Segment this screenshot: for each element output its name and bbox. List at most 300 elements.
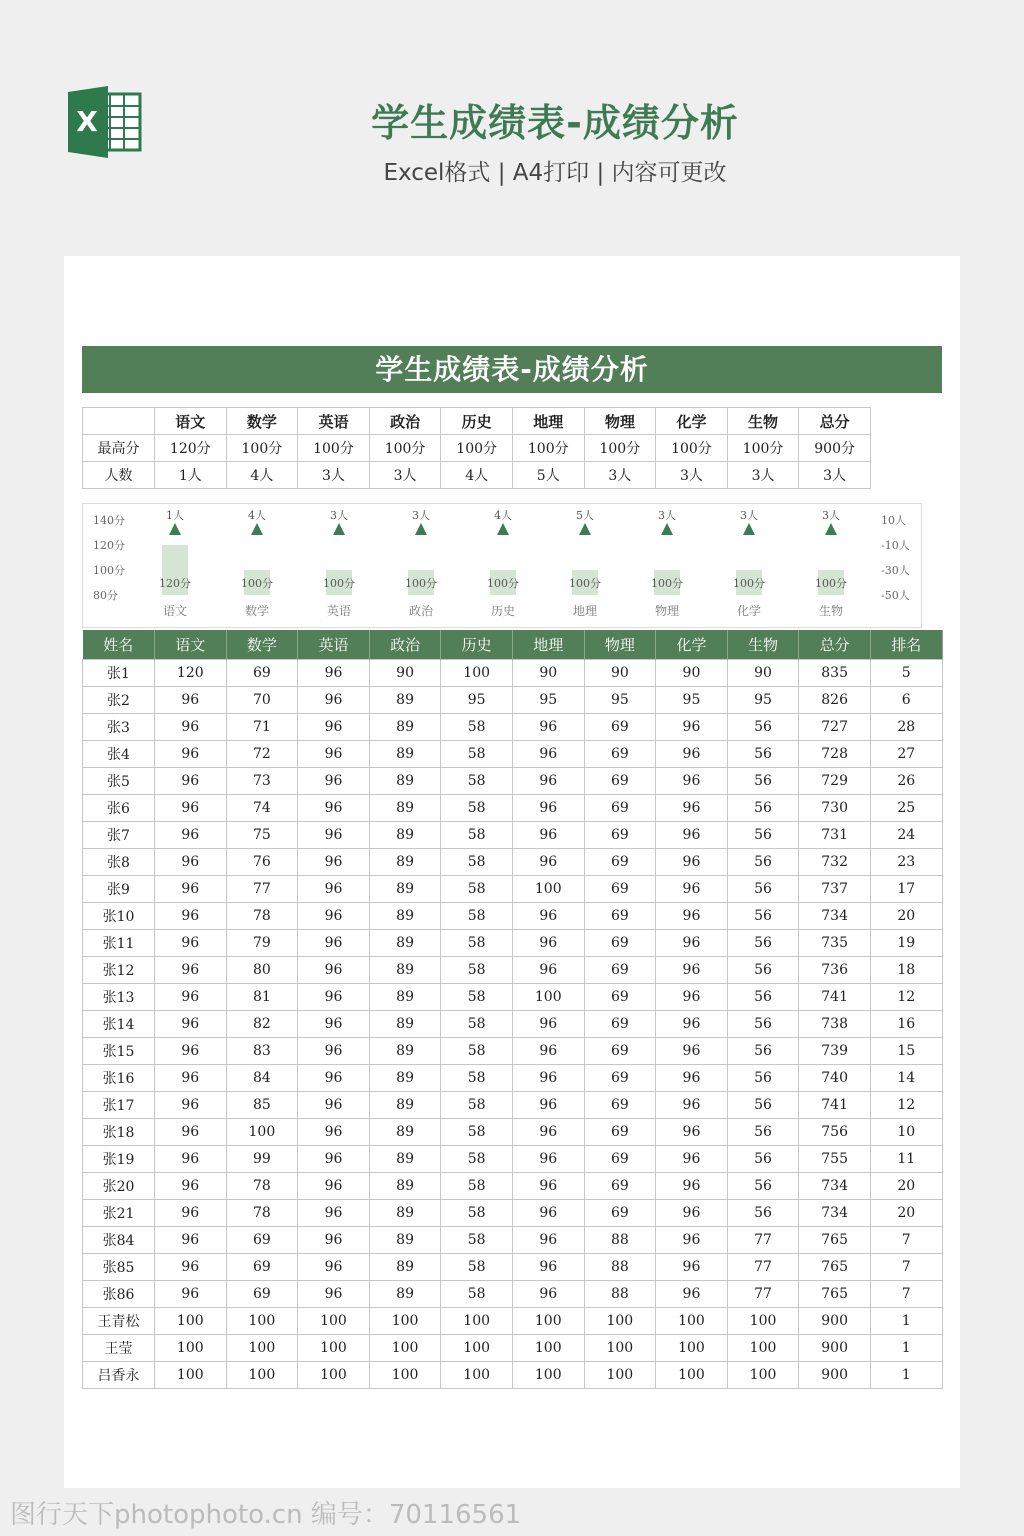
summary-cell: 3人 xyxy=(584,462,656,489)
score-cell: 69 xyxy=(584,795,656,822)
score-cell: 96 xyxy=(298,903,370,930)
table-row xyxy=(83,1335,943,1362)
table-row xyxy=(83,660,943,687)
count-label: 3人 xyxy=(412,509,430,522)
student-name-cell: 张14 xyxy=(83,1011,155,1038)
score-cell: 69 xyxy=(584,1119,656,1146)
score-cell: 741 xyxy=(799,1092,871,1119)
score-cell: 69 xyxy=(584,1092,656,1119)
score-cell: 56 xyxy=(727,768,799,795)
bar-value-label: 120分 xyxy=(159,577,191,590)
score-cell: 95 xyxy=(656,687,728,714)
score-cell: 90 xyxy=(727,660,799,687)
score-cell: 73 xyxy=(226,768,298,795)
score-cell: 83 xyxy=(226,1038,298,1065)
x-axis-category-label: 数学 xyxy=(244,604,270,618)
score-cell: 96 xyxy=(656,1119,728,1146)
score-cell: 96 xyxy=(155,1173,227,1200)
scores-column-header: 历史 xyxy=(441,630,513,660)
summary-subject-header: 化学 xyxy=(656,408,728,435)
score-cell: 58 xyxy=(441,741,513,768)
score-cell: 58 xyxy=(441,876,513,903)
y-axis-left-tick: 100分 xyxy=(93,564,125,577)
score-cell: 89 xyxy=(369,687,441,714)
score-cell: 56 xyxy=(727,903,799,930)
x-axis-category-label: 生物 xyxy=(818,604,844,618)
summary-cell: 3人 xyxy=(298,462,370,489)
score-cell: 69 xyxy=(584,822,656,849)
watermark: 图行天下photophoto.cn 编号：70116561 xyxy=(10,1500,522,1530)
table-row xyxy=(83,876,943,903)
summary-subject-header: 历史 xyxy=(441,408,513,435)
score-cell: 69 xyxy=(226,1281,298,1308)
score-cell: 96 xyxy=(298,660,370,687)
score-cell: 14 xyxy=(870,1065,942,1092)
score-cell: 20 xyxy=(870,1200,942,1227)
score-cell: 58 xyxy=(441,1011,513,1038)
table-row xyxy=(83,1065,943,1092)
score-cell: 100 xyxy=(298,1308,370,1335)
score-cell: 69 xyxy=(226,1254,298,1281)
x-axis-category-label: 化学 xyxy=(736,604,762,618)
score-cell: 96 xyxy=(298,1011,370,1038)
student-name-cell: 张21 xyxy=(83,1200,155,1227)
score-cell: 96 xyxy=(512,1227,584,1254)
score-cell: 96 xyxy=(512,795,584,822)
score-cell: 100 xyxy=(441,1308,513,1335)
count-label: 3人 xyxy=(822,509,840,522)
score-cell: 96 xyxy=(512,849,584,876)
y-axis-left-tick: 140分 xyxy=(93,514,125,527)
score-cell: 100 xyxy=(155,1335,227,1362)
summary-subject-header: 物理 xyxy=(584,408,656,435)
score-cell: 28 xyxy=(870,714,942,741)
score-cell: 96 xyxy=(155,714,227,741)
score-cell: 88 xyxy=(584,1254,656,1281)
summary-cell: 5人 xyxy=(512,462,584,489)
score-cell: 96 xyxy=(512,957,584,984)
summary-cell: 100分 xyxy=(441,435,513,462)
table-row xyxy=(83,1281,943,1308)
count-marker xyxy=(333,523,345,535)
student-name-cell: 张17 xyxy=(83,1092,155,1119)
score-cell: 96 xyxy=(512,741,584,768)
score-cell: 58 xyxy=(441,795,513,822)
score-cell: 80 xyxy=(226,957,298,984)
score-cell: 81 xyxy=(226,984,298,1011)
score-cell: 56 xyxy=(727,795,799,822)
score-cell: 56 xyxy=(727,1119,799,1146)
score-cell: 58 xyxy=(441,903,513,930)
y-axis-left-tick: 80分 xyxy=(93,589,118,602)
score-cell: 96 xyxy=(298,1227,370,1254)
table-row xyxy=(83,1092,943,1119)
score-cell: 12 xyxy=(870,1092,942,1119)
score-cell: 58 xyxy=(441,930,513,957)
score-cell: 96 xyxy=(512,903,584,930)
score-cell: 96 xyxy=(155,1119,227,1146)
score-cell: 69 xyxy=(584,1200,656,1227)
count-marker xyxy=(497,523,509,535)
score-cell: 84 xyxy=(226,1065,298,1092)
y-axis-right-tick: 10人 xyxy=(881,514,906,527)
summary-cell: 100分 xyxy=(512,435,584,462)
score-cell: 69 xyxy=(584,1173,656,1200)
score-cell: 89 xyxy=(369,849,441,876)
score-cell: 89 xyxy=(369,1200,441,1227)
summary-subject-header: 总分 xyxy=(799,408,871,435)
score-cell: 89 xyxy=(369,984,441,1011)
score-cell: 26 xyxy=(870,768,942,795)
table-row xyxy=(83,1038,943,1065)
count-label: 3人 xyxy=(658,509,676,522)
table-row xyxy=(83,714,943,741)
score-cell: 96 xyxy=(298,1173,370,1200)
score-cell: 24 xyxy=(870,822,942,849)
bar-value-label: 100分 xyxy=(569,577,601,590)
scores-column-header: 语文 xyxy=(155,630,227,660)
score-cell: 89 xyxy=(369,1146,441,1173)
score-cell: 727 xyxy=(799,714,871,741)
score-cell: 23 xyxy=(870,849,942,876)
score-cell: 89 xyxy=(369,903,441,930)
score-cell: 56 xyxy=(727,930,799,957)
score-cell: 728 xyxy=(799,741,871,768)
score-cell: 58 xyxy=(441,768,513,795)
score-cell: 88 xyxy=(584,1281,656,1308)
summary-subject-header: 地理 xyxy=(512,408,584,435)
student-name-cell: 张86 xyxy=(83,1281,155,1308)
table-row xyxy=(83,849,943,876)
summary-row-label: 最高分 xyxy=(83,435,155,462)
score-cell: 89 xyxy=(369,714,441,741)
table-row xyxy=(83,1119,943,1146)
score-cell: 95 xyxy=(441,687,513,714)
score-cell: 69 xyxy=(584,714,656,741)
summary-cell: 900分 xyxy=(799,435,871,462)
table-row xyxy=(83,768,943,795)
score-cell: 17 xyxy=(870,876,942,903)
summary-row xyxy=(83,435,871,462)
score-cell: 56 xyxy=(727,1065,799,1092)
count-marker xyxy=(251,523,263,535)
score-cell: 69 xyxy=(584,741,656,768)
count-label: 1人 xyxy=(166,509,184,522)
score-cell: 96 xyxy=(656,849,728,876)
score-cell: 96 xyxy=(298,849,370,876)
count-label: 3人 xyxy=(330,509,348,522)
score-cell: 96 xyxy=(656,984,728,1011)
score-cell: 96 xyxy=(656,957,728,984)
score-cell: 736 xyxy=(799,957,871,984)
score-cell: 89 xyxy=(369,1119,441,1146)
student-name-cell: 张3 xyxy=(83,714,155,741)
score-cell: 77 xyxy=(727,1254,799,1281)
score-cell: 900 xyxy=(799,1308,871,1335)
score-cell: 77 xyxy=(226,876,298,903)
summary-cell: 100分 xyxy=(727,435,799,462)
summary-cell: 100分 xyxy=(369,435,441,462)
score-cell: 100 xyxy=(512,876,584,903)
score-cell: 96 xyxy=(656,1254,728,1281)
count-label: 4人 xyxy=(248,509,266,522)
score-cell: 100 xyxy=(584,1335,656,1362)
table-row xyxy=(83,1146,943,1173)
score-cell: 77 xyxy=(727,1281,799,1308)
score-cell: 96 xyxy=(298,822,370,849)
score-cell: 58 xyxy=(441,957,513,984)
summary-cell: 3人 xyxy=(799,462,871,489)
table-row xyxy=(83,1308,943,1335)
score-cell: 738 xyxy=(799,1011,871,1038)
score-cell: 58 xyxy=(441,849,513,876)
score-cell: 100 xyxy=(155,1362,227,1389)
bar-value-label: 100分 xyxy=(323,577,355,590)
score-cell: 96 xyxy=(298,687,370,714)
x-axis-category-label: 语文 xyxy=(162,604,188,618)
score-cell: 96 xyxy=(155,849,227,876)
score-cell: 56 xyxy=(727,1038,799,1065)
scores-column-header: 排名 xyxy=(870,630,942,660)
summary-header-row xyxy=(83,408,871,435)
score-cell: 735 xyxy=(799,930,871,957)
score-cell: 85 xyxy=(226,1092,298,1119)
score-cell: 58 xyxy=(441,1173,513,1200)
count-marker xyxy=(579,523,591,535)
score-cell: 27 xyxy=(870,741,942,768)
score-cell: 88 xyxy=(584,1227,656,1254)
table-row xyxy=(83,984,943,1011)
summary-cell: 1人 xyxy=(155,462,227,489)
score-cell: 95 xyxy=(512,687,584,714)
score-cell: 89 xyxy=(369,1092,441,1119)
score-cell: 100 xyxy=(656,1362,728,1389)
score-cell: 739 xyxy=(799,1038,871,1065)
score-cell: 89 xyxy=(369,1281,441,1308)
score-cell: 72 xyxy=(226,741,298,768)
summary-cell: 3人 xyxy=(369,462,441,489)
score-cell: 96 xyxy=(512,1119,584,1146)
score-cell: 100 xyxy=(512,1335,584,1362)
score-cell: 835 xyxy=(799,660,871,687)
student-name-cell: 张12 xyxy=(83,957,155,984)
score-cell: 90 xyxy=(512,660,584,687)
bar-value-label: 100分 xyxy=(487,577,519,590)
score-cell: 100 xyxy=(155,1308,227,1335)
score-cell: 69 xyxy=(226,660,298,687)
score-cell: 58 xyxy=(441,1200,513,1227)
y-axis-right-tick: -10人 xyxy=(881,539,910,552)
score-cell: 96 xyxy=(656,930,728,957)
score-cell: 96 xyxy=(512,1281,584,1308)
score-cell: 756 xyxy=(799,1119,871,1146)
score-cell: 69 xyxy=(226,1227,298,1254)
score-cell: 729 xyxy=(799,768,871,795)
summary-cell: 100分 xyxy=(298,435,370,462)
score-cell: 96 xyxy=(155,1065,227,1092)
table-row xyxy=(83,903,943,930)
score-cell: 100 xyxy=(584,1308,656,1335)
summary-cell: 120分 xyxy=(155,435,227,462)
count-marker xyxy=(169,523,181,535)
summary-cell: 100分 xyxy=(584,435,656,462)
count-label: 4人 xyxy=(494,509,512,522)
student-name-cell: 张20 xyxy=(83,1173,155,1200)
y-axis-right-tick: -50人 xyxy=(881,589,910,602)
score-cell: 90 xyxy=(656,660,728,687)
score-cell: 96 xyxy=(298,1281,370,1308)
score-cell: 96 xyxy=(512,1200,584,1227)
score-cell: 100 xyxy=(369,1308,441,1335)
score-cell: 765 xyxy=(799,1227,871,1254)
student-name-cell: 张18 xyxy=(83,1119,155,1146)
score-cell: 69 xyxy=(584,1038,656,1065)
score-cell: 89 xyxy=(369,957,441,984)
score-cell: 96 xyxy=(298,768,370,795)
student-name-cell: 张5 xyxy=(83,768,155,795)
student-name-cell: 张11 xyxy=(83,930,155,957)
table-row xyxy=(83,1200,943,1227)
score-cell: 741 xyxy=(799,984,871,1011)
score-cell: 5 xyxy=(870,660,942,687)
summary-table xyxy=(82,407,871,489)
score-cell: 100 xyxy=(298,1362,370,1389)
count-marker xyxy=(825,523,837,535)
bar-value-label: 100分 xyxy=(651,577,683,590)
score-cell: 96 xyxy=(656,768,728,795)
summary-subject-header: 政治 xyxy=(369,408,441,435)
score-cell: 100 xyxy=(727,1335,799,1362)
score-cell: 78 xyxy=(226,1173,298,1200)
score-cell: 100 xyxy=(512,1362,584,1389)
score-cell: 56 xyxy=(727,984,799,1011)
score-cell: 826 xyxy=(799,687,871,714)
score-cell: 96 xyxy=(155,1146,227,1173)
score-cell: 96 xyxy=(656,1200,728,1227)
score-cell: 100 xyxy=(656,1308,728,1335)
score-cell: 96 xyxy=(512,714,584,741)
score-cell: 100 xyxy=(441,1335,513,1362)
score-cell: 95 xyxy=(584,687,656,714)
score-cell: 89 xyxy=(369,795,441,822)
score-cell: 96 xyxy=(656,1227,728,1254)
score-cell: 900 xyxy=(799,1362,871,1389)
scores-column-header: 化学 xyxy=(656,630,728,660)
score-cell: 96 xyxy=(298,1254,370,1281)
score-cell: 79 xyxy=(226,930,298,957)
score-cell: 69 xyxy=(584,849,656,876)
count-label: 5人 xyxy=(576,509,594,522)
score-cell: 25 xyxy=(870,795,942,822)
score-cell: 96 xyxy=(298,1200,370,1227)
score-cell: 6 xyxy=(870,687,942,714)
score-cell: 56 xyxy=(727,849,799,876)
summary-row xyxy=(83,462,871,489)
score-cell: 100 xyxy=(727,1308,799,1335)
score-cell: 69 xyxy=(584,930,656,957)
score-cell: 99 xyxy=(226,1146,298,1173)
table-row xyxy=(83,822,943,849)
score-cell: 11 xyxy=(870,1146,942,1173)
table-row xyxy=(83,1362,943,1389)
score-cell: 89 xyxy=(369,1173,441,1200)
score-cell: 58 xyxy=(441,1254,513,1281)
score-cell: 96 xyxy=(298,1092,370,1119)
score-cell: 20 xyxy=(870,1173,942,1200)
student-name-cell: 张9 xyxy=(83,876,155,903)
bar-value-label: 100分 xyxy=(815,577,847,590)
score-cell: 89 xyxy=(369,1227,441,1254)
score-cell: 96 xyxy=(155,903,227,930)
table-row xyxy=(83,687,943,714)
score-cell: 96 xyxy=(298,795,370,822)
score-cell: 69 xyxy=(584,876,656,903)
score-cell: 96 xyxy=(155,1227,227,1254)
score-cell: 100 xyxy=(226,1119,298,1146)
score-cell: 96 xyxy=(298,1146,370,1173)
score-cell: 734 xyxy=(799,1173,871,1200)
score-cell: 100 xyxy=(369,1362,441,1389)
table-row xyxy=(83,1254,943,1281)
page-subtitle: Excel格式 | A4打印 | 内容可更改 xyxy=(383,160,727,186)
score-cell: 96 xyxy=(656,1173,728,1200)
score-cell: 10 xyxy=(870,1119,942,1146)
score-cell: 96 xyxy=(298,984,370,1011)
score-cell: 96 xyxy=(155,957,227,984)
score-cell: 96 xyxy=(512,1038,584,1065)
scores-column-header: 物理 xyxy=(584,630,656,660)
student-name-cell: 王莹 xyxy=(83,1335,155,1362)
score-cell: 96 xyxy=(656,741,728,768)
scores-column-header: 地理 xyxy=(512,630,584,660)
score-cell: 732 xyxy=(799,849,871,876)
score-cell: 58 xyxy=(441,1092,513,1119)
score-cell: 1 xyxy=(870,1362,942,1389)
student-name-cell: 张84 xyxy=(83,1227,155,1254)
table-row xyxy=(83,957,943,984)
scores-header-row xyxy=(83,630,943,660)
score-cell: 78 xyxy=(226,1200,298,1227)
score-cell: 89 xyxy=(369,741,441,768)
score-cell: 89 xyxy=(369,876,441,903)
score-cell: 96 xyxy=(298,876,370,903)
score-cell: 56 xyxy=(727,1200,799,1227)
student-name-cell: 张15 xyxy=(83,1038,155,1065)
score-cell: 96 xyxy=(656,1146,728,1173)
score-cell: 100 xyxy=(226,1335,298,1362)
score-cell: 58 xyxy=(441,1281,513,1308)
y-axis-left-tick: 120分 xyxy=(93,539,125,552)
score-cell: 56 xyxy=(727,1146,799,1173)
score-cell: 1 xyxy=(870,1335,942,1362)
summary-row-label: 人数 xyxy=(83,462,155,489)
bar-value-label: 100分 xyxy=(241,577,273,590)
score-cell: 96 xyxy=(512,1173,584,1200)
score-cell: 96 xyxy=(155,1254,227,1281)
score-cell: 96 xyxy=(155,1092,227,1119)
score-cell: 69 xyxy=(584,1146,656,1173)
score-cell: 96 xyxy=(656,1065,728,1092)
score-cell: 58 xyxy=(441,984,513,1011)
student-name-cell: 王青松 xyxy=(83,1308,155,1335)
score-cell: 96 xyxy=(155,1200,227,1227)
score-cell: 7 xyxy=(870,1227,942,1254)
score-cell: 120 xyxy=(155,660,227,687)
score-cell: 56 xyxy=(727,1173,799,1200)
score-cell: 96 xyxy=(155,687,227,714)
score-cell: 96 xyxy=(298,1038,370,1065)
scores-column-header: 数学 xyxy=(226,630,298,660)
